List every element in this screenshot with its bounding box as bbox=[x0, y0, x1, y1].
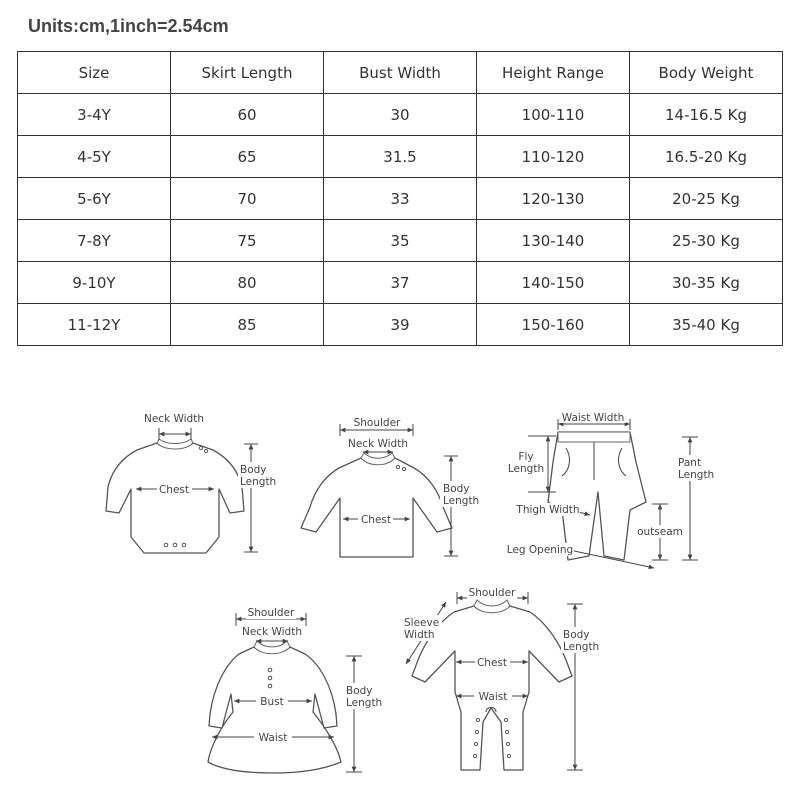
table-cell: 110-120 bbox=[477, 136, 630, 178]
shoulder-label: Shoulder bbox=[468, 587, 516, 599]
table-cell: 120-130 bbox=[477, 178, 630, 220]
button-icon bbox=[268, 668, 272, 672]
sleeve-width-label-line1: Sleeve bbox=[404, 617, 440, 629]
bodysuit-outline bbox=[106, 443, 244, 553]
snap-button-icon bbox=[507, 754, 510, 757]
button-icon bbox=[268, 684, 272, 688]
thigh-width-label: Thigh Width bbox=[516, 504, 580, 516]
bust-label: Bust bbox=[260, 696, 284, 708]
body-length-label-line2: Length bbox=[240, 476, 277, 488]
table-cell: 140-150 bbox=[477, 262, 630, 304]
pant-length-label-line1: Pant bbox=[678, 457, 702, 469]
table-cell: 35-40 Kg bbox=[630, 304, 783, 346]
chest-label: Chest bbox=[360, 514, 392, 526]
table-cell: 30 bbox=[324, 94, 477, 136]
button-icon bbox=[199, 446, 202, 449]
pants-outline bbox=[548, 432, 646, 560]
table-cell: 14-16.5 Kg bbox=[630, 94, 783, 136]
snap-button-icon bbox=[504, 718, 507, 721]
dress-outline bbox=[208, 647, 341, 773]
table-cell: 150-160 bbox=[477, 304, 630, 346]
body-length-label-line1: Body bbox=[240, 464, 267, 476]
button-icon bbox=[268, 676, 272, 680]
table-cell: 37 bbox=[324, 262, 477, 304]
table-cell: 100-110 bbox=[477, 94, 630, 136]
waist-label: Waist bbox=[478, 691, 508, 703]
snap-button-icon bbox=[164, 543, 168, 547]
leg-opening-label: Leg Opening bbox=[506, 544, 574, 556]
chest-label: Chest bbox=[476, 657, 508, 669]
table-cell: 31.5 bbox=[324, 136, 477, 178]
fly-length-label-line2: Length bbox=[507, 463, 545, 475]
neck-width-label: Neck Width bbox=[143, 413, 205, 425]
body-length-label-line1: Body bbox=[443, 483, 470, 495]
romper-diagram bbox=[402, 586, 603, 770]
table-cell: 85 bbox=[171, 304, 324, 346]
body-length-label-line1: Body bbox=[346, 685, 373, 697]
bodysuit-diagram bbox=[106, 413, 278, 553]
table-cell: 80 bbox=[171, 262, 324, 304]
body-length-label-line2: Length bbox=[346, 697, 383, 709]
snap-button-icon bbox=[476, 718, 479, 721]
shoulder-label: Shoulder bbox=[353, 417, 401, 429]
table-cell: 35 bbox=[324, 220, 477, 262]
table-cell: 33 bbox=[324, 178, 477, 220]
snap-button-icon bbox=[182, 543, 186, 547]
snap-button-icon bbox=[505, 730, 508, 733]
body-length-label-line1: Body bbox=[563, 629, 590, 641]
table-cell: 25-30 Kg bbox=[630, 220, 783, 262]
outseam-label: outseam bbox=[637, 526, 683, 538]
waist-label: Waist bbox=[258, 732, 288, 744]
pant-length-label-line2: Length bbox=[678, 469, 715, 481]
sweater-diagram bbox=[301, 416, 480, 557]
neck-width-label: Neck Width bbox=[241, 626, 303, 638]
sleeve-width-label-line2: Width bbox=[404, 629, 435, 641]
fly-length-label-line1: Fly bbox=[518, 451, 534, 463]
chest-label: Chest bbox=[158, 484, 190, 496]
sweater-outline bbox=[301, 458, 452, 557]
button-icon bbox=[396, 465, 399, 468]
table-cell: 4-5Y bbox=[18, 136, 171, 178]
table-cell: 11-12Y bbox=[18, 304, 171, 346]
column-header-body-weight: Body Weight bbox=[630, 52, 783, 94]
column-header-height-range: Height Range bbox=[477, 52, 630, 94]
table-cell: 39 bbox=[324, 304, 477, 346]
table-cell: 16.5-20 Kg bbox=[630, 136, 783, 178]
table-cell: 7-8Y bbox=[18, 220, 171, 262]
snap-button-icon bbox=[473, 754, 476, 757]
pants-diagram bbox=[506, 411, 715, 568]
column-header-bust-width: Bust Width bbox=[324, 52, 477, 94]
pants-waistband bbox=[558, 432, 630, 442]
table-cell: 3-4Y bbox=[18, 94, 171, 136]
shoulder-label: Shoulder bbox=[247, 607, 295, 619]
button-icon bbox=[402, 467, 405, 470]
snap-button-icon bbox=[475, 730, 478, 733]
body-length-label-line2: Length bbox=[443, 495, 480, 507]
units-note: Units:cm,1inch=2.54cm bbox=[28, 16, 229, 36]
table-cell: 9-10Y bbox=[18, 262, 171, 304]
table-cell: 60 bbox=[171, 94, 324, 136]
table-cell: 5-6Y bbox=[18, 178, 171, 220]
table-cell: 65 bbox=[171, 136, 324, 178]
snap-button-icon bbox=[173, 543, 177, 547]
table-cell: 20-25 Kg bbox=[630, 178, 783, 220]
body-length-label-line2: Length bbox=[563, 641, 600, 653]
table-cell: 75 bbox=[171, 220, 324, 262]
table-cell: 70 bbox=[171, 178, 324, 220]
column-header-skirt-length: Skirt Length bbox=[171, 52, 324, 94]
waist-width-label: Waist Width bbox=[561, 412, 625, 424]
button-icon bbox=[204, 449, 207, 452]
table-cell: 130-140 bbox=[477, 220, 630, 262]
snap-button-icon bbox=[506, 742, 509, 745]
column-header-size: Size bbox=[18, 52, 171, 94]
neck-width-label: Neck Width bbox=[347, 438, 409, 450]
dress-diagram bbox=[208, 606, 385, 773]
snap-button-icon bbox=[474, 742, 477, 745]
table-cell: 30-35 Kg bbox=[630, 262, 783, 304]
